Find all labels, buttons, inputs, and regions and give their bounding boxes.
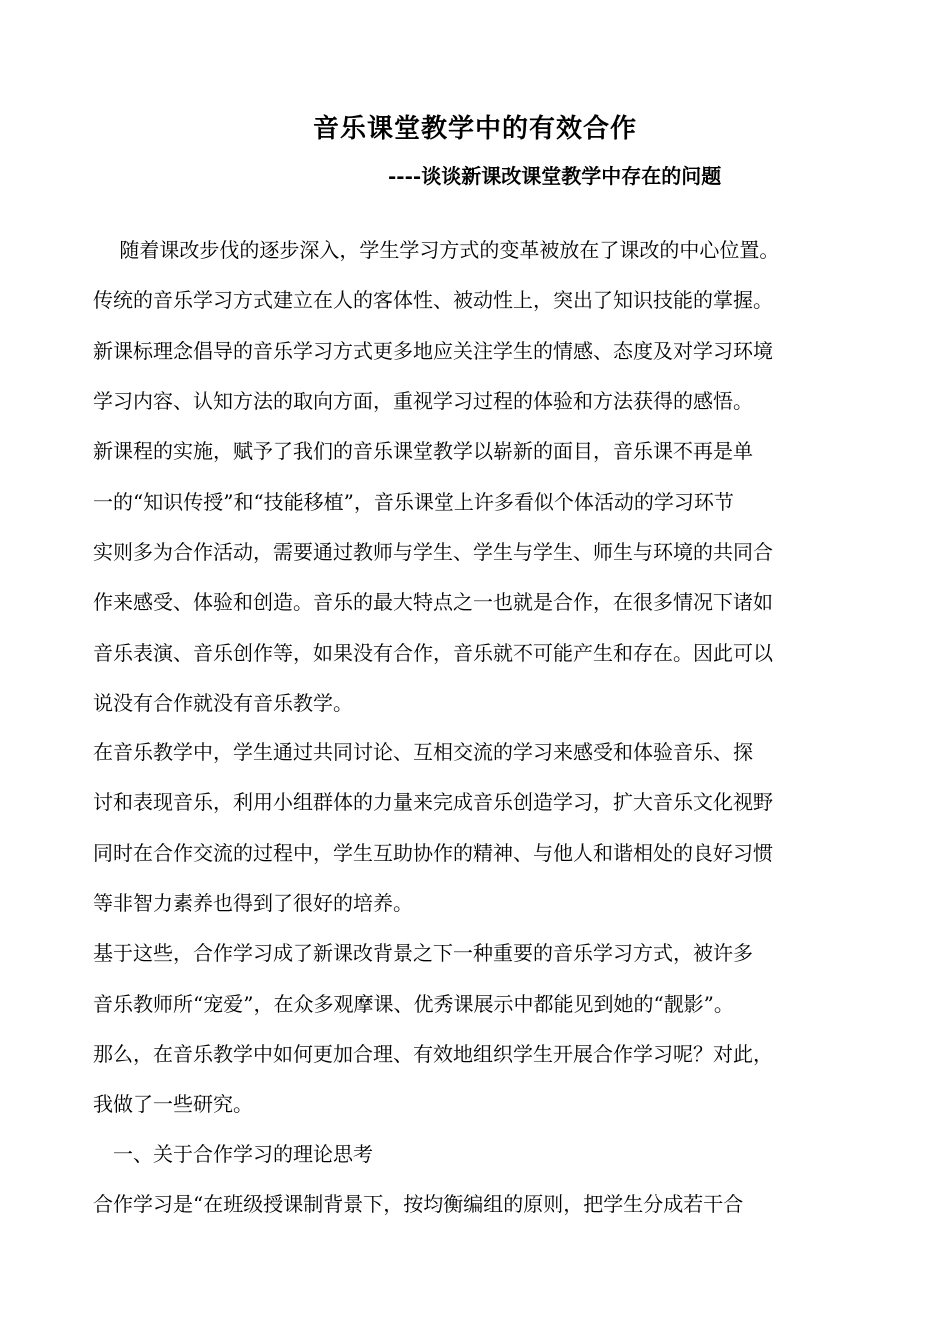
body-line: 学习内容、认知方法的取向方面，重视学习过程的体验和方法获得的感悟。 — [93, 389, 753, 413]
body-line: 实则多为合作活动，需要通过教师与学生、学生与学生、师生与环境的共同合 — [93, 540, 773, 564]
section-heading: 一、关于合作学习的理论思考 — [93, 1142, 373, 1166]
document-subtitle: ----谈谈新课改课堂教学中存在的问题 — [388, 164, 722, 188]
body-line: 基于这些，合作学习成了新课改背景之下一种重要的音乐学习方式，被许多 — [93, 941, 753, 965]
body-line: 同时在合作交流的过程中，学生互助协作的精神、与他人和谐相处的良好习惯 — [93, 841, 773, 865]
body-line: 那么，在音乐教学中如何更加合理、有效地组织学生开展合作学习呢？对此， — [93, 1042, 773, 1066]
body-line: 新课程的实施，赋予了我们的音乐课堂教学以崭新的面目，音乐课不再是单 — [93, 439, 753, 463]
document-title: 音乐课堂教学中的有效合作 — [312, 114, 637, 144]
body-line: 一的“知识传授”和“技能移植”，音乐课堂上许多看似个体活动的学习环节 — [93, 490, 734, 514]
body-line: 音乐教师所“宠爱”，在众多观摩课、优秀课展示中都能见到她的“靓影”。 — [93, 992, 734, 1016]
body-line: 等非智力素养也得到了很好的培养。 — [93, 891, 413, 915]
body-line: 作来感受、体验和创造。音乐的最大特点之一也就是合作，在很多情况下诸如 — [93, 590, 773, 614]
body-line: 随着课改步伐的逐步深入，学生学习方式的变革被放在了课改的中心位置。 — [93, 238, 780, 262]
body-line: 传统的音乐学习方式建立在人的客体性、被动性上，突出了知识技能的掌握。 — [93, 288, 773, 312]
body-line: 讨和表现音乐，利用小组群体的力量来完成音乐创造学习，扩大音乐文化视野 — [93, 790, 773, 814]
body-line: 我做了一些研究。 — [93, 1092, 253, 1116]
body-line: 说没有合作就没有音乐教学。 — [93, 691, 353, 715]
body-line: 音乐表演、音乐创作等，如果没有合作，音乐就不可能产生和存在。因此可以 — [93, 641, 773, 665]
body-line: 合作学习是“在班级授课制背景下，按均衡编组的原则，把学生分成若干合 — [93, 1192, 744, 1216]
body-line: 在音乐教学中，学生通过共同讨论、互相交流的学习来感受和体验音乐、探 — [93, 740, 753, 764]
body-line: 新课标理念倡导的音乐学习方式更多地应关注学生的情感、态度及对学习环境 — [93, 339, 773, 363]
